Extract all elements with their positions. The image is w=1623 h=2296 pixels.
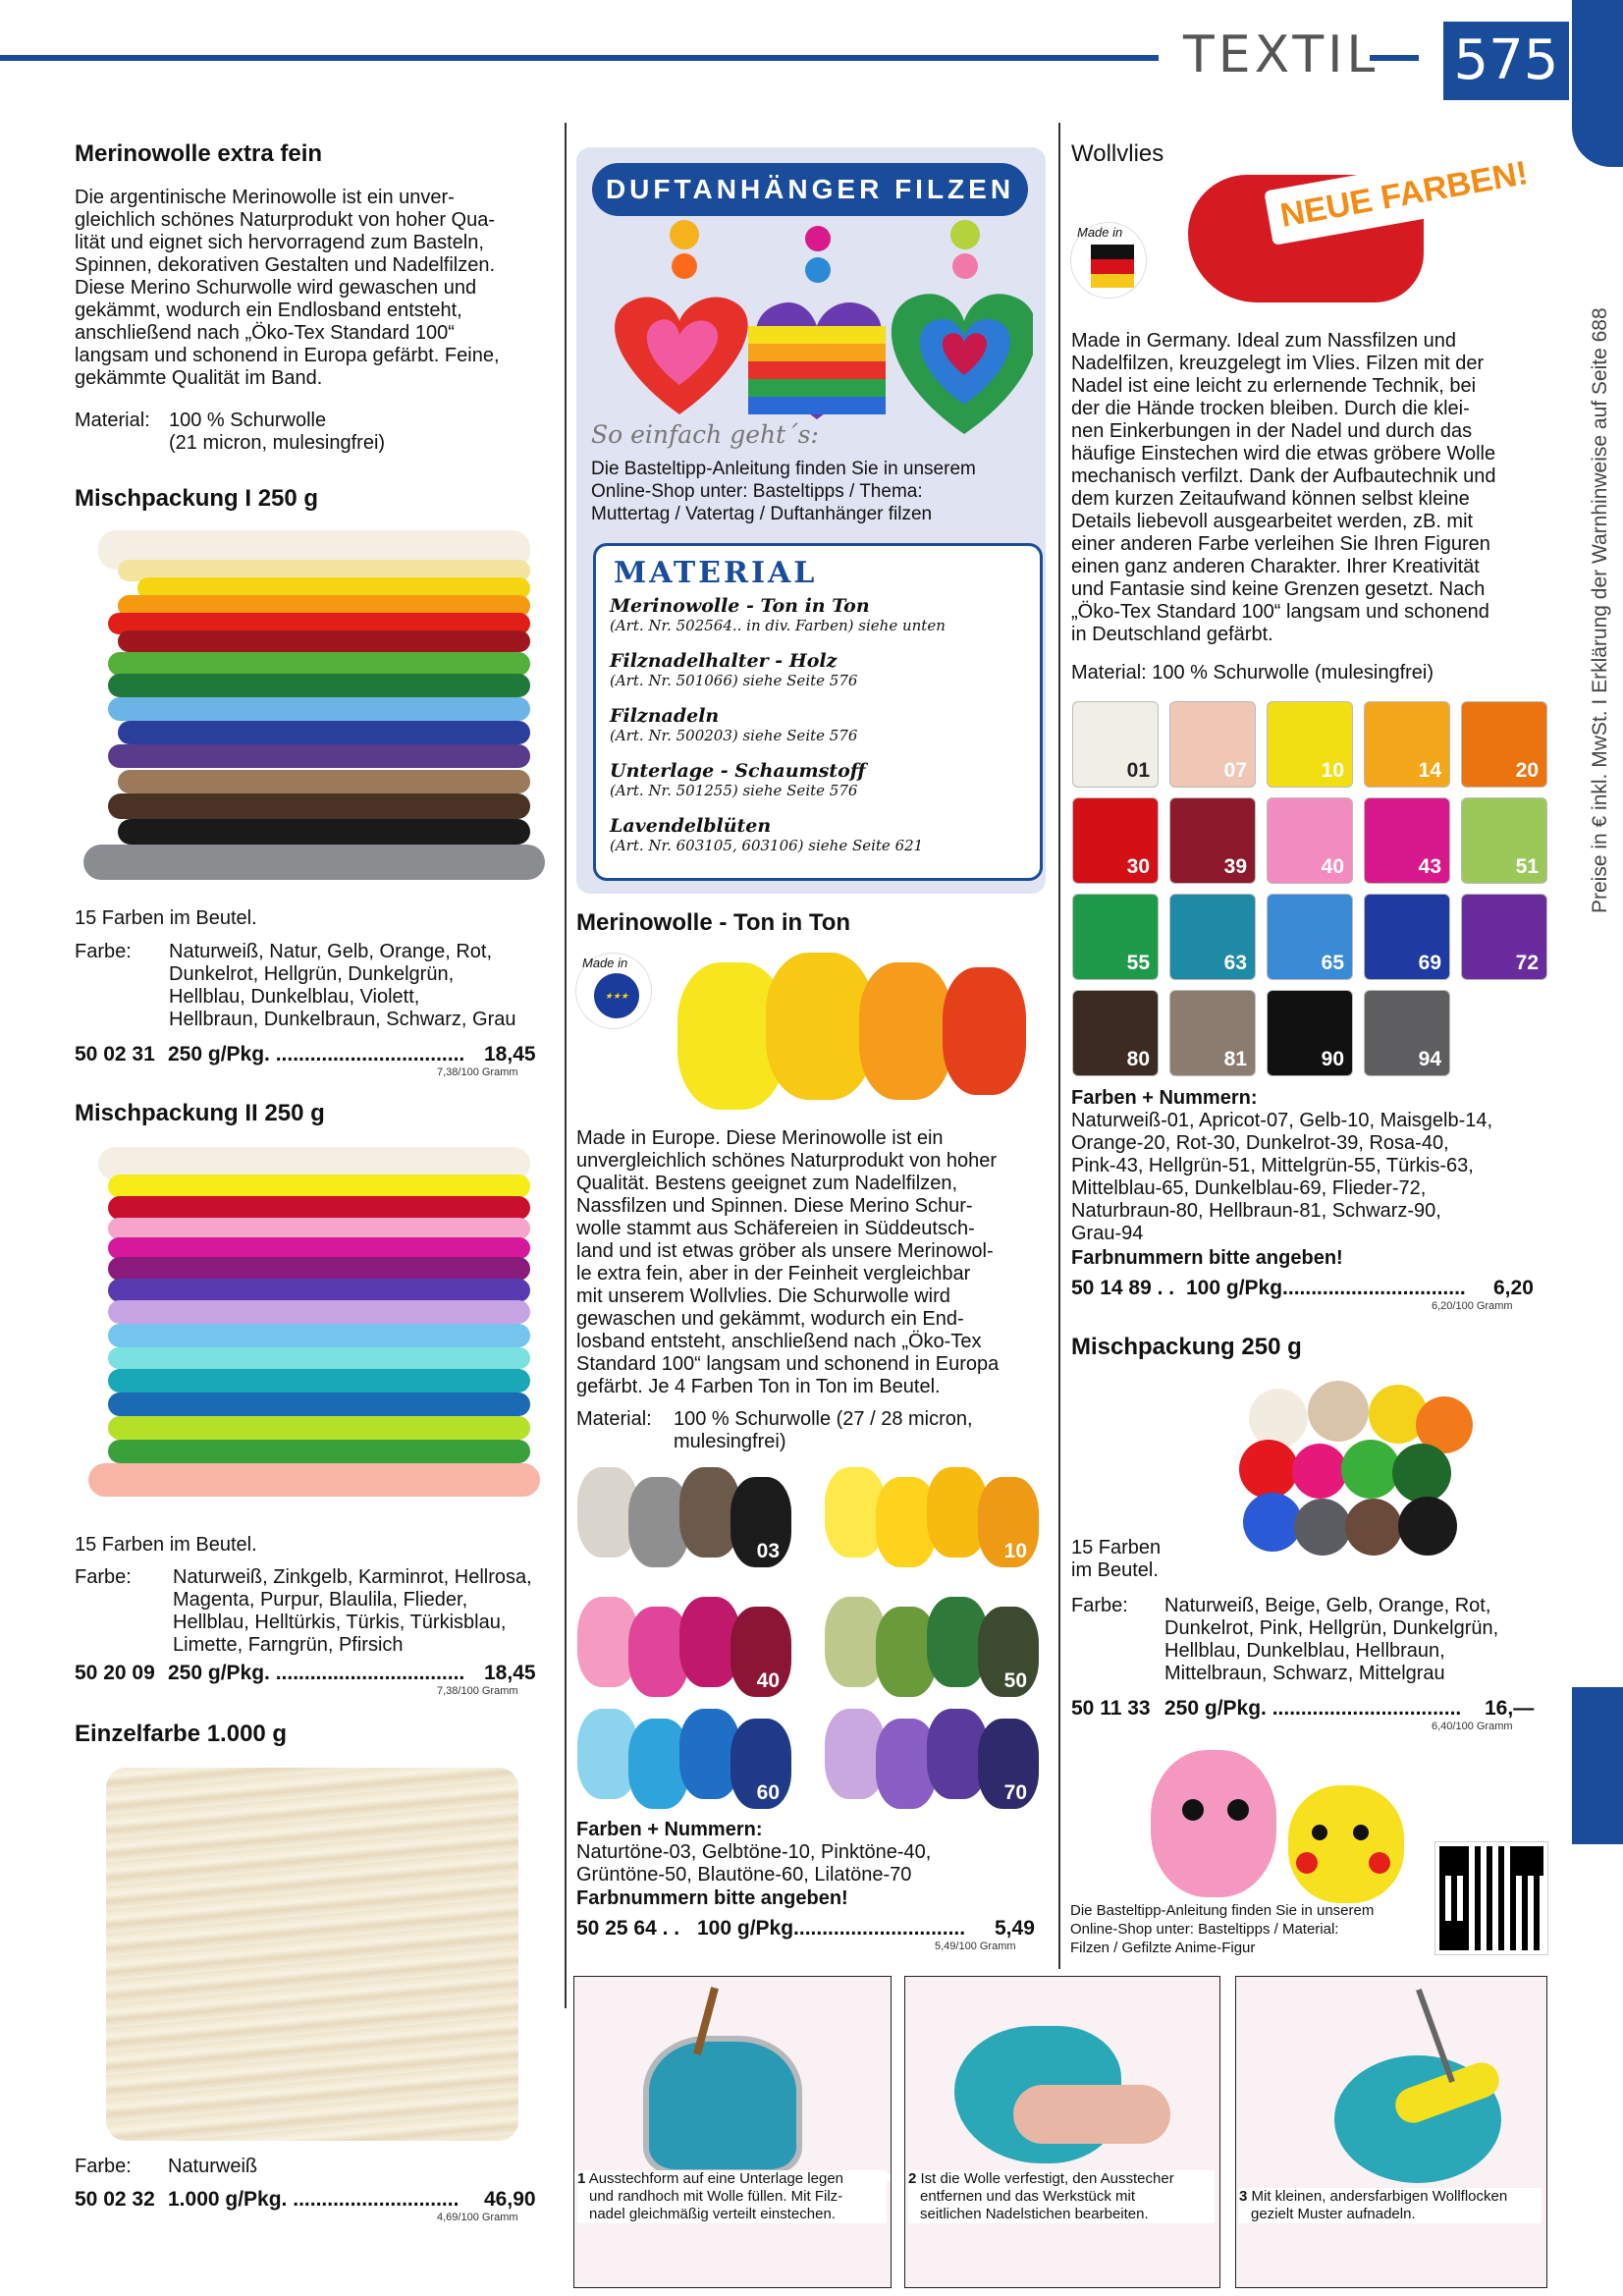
tonintun-set	[825, 1593, 1041, 1701]
color-swatch-63	[1169, 894, 1256, 980]
wollvlies-title: Wollvlies	[1071, 140, 1164, 167]
tonintun-farbnummern: Farbnummern bitte angeben!	[576, 1887, 848, 1909]
color-swatch-94	[1364, 990, 1450, 1076]
tonintun-set	[825, 1705, 1041, 1813]
merino-description: Die argentinische Merinowolle ist ein unver- gleichlich schönes Naturprodukt von hoher Qua- lität und eignet sich hervorragend zum Basteln, Spinnen, dekorativen Gestalten und Nadelfilzen. Diese Merino Schurwolle wird gewaschen und gekämmt, wodurch ein Endlosband entsteht, anschließend nach „Öko-Tex Standard 100“ langsam und schonend in Europa gefärbt. Feine, gekämmte Qualität im Band.	[75, 187, 500, 389]
color-swatch-90	[1267, 990, 1353, 1076]
step-3-caption: 3 Mit kleinen, andersfarbigen Wollflocken gezielt Muster aufnadeln.	[1239, 2188, 1542, 2223]
tip-instructions: Die Basteltipp-Anleitung finden Sie in unserem Online-Shop unter: Basteltipps / Thema: Muttertag / Vatertag / Duftanhänger filzen	[591, 459, 976, 524]
vlies-misch-farbe: Naturweiß, Beige, Gelb, Orange, Rot, Dunkelrot, Pink, Hellgrün, Dunkelgrün, Hellblau, Dunkelblau, Hellbraun, Mittelbraun, Schwarz, Mittelgrau	[1164, 1595, 1499, 1684]
mischpackung-1-unit: 7,38/100 Gramm	[437, 1066, 518, 1078]
tip-title: DUFTANHÄNGER FILZEN	[592, 163, 1028, 216]
tonintun-farben-list: Naturtöne-03, Gelbtöne-10, Pinktöne-40, Grüntöne-50, Blautöne-60, Lilatöne-70	[576, 1841, 932, 1886]
qr-code[interactable]	[1435, 1842, 1547, 1954]
vlies-misch-pkg: 250 g/Pkg. .................................	[1164, 1697, 1462, 1720]
tonintun-set-number: 50	[1003, 1669, 1027, 1692]
einzelfarbe-farbe: Naturweiß	[168, 2156, 258, 2177]
swatch-number: 72	[1515, 952, 1539, 974]
merino-title: Merinowolle extra fein	[75, 140, 323, 167]
mischpackung-2-unit: 7,38/100 Gramm	[437, 1685, 518, 1697]
material-item: Merinowolle - Ton in Ton (Art. Nr. 502564.. in div. Farben) siehe unten	[610, 595, 946, 634]
tonintun-image	[677, 943, 1051, 1110]
mischpackung-2-pkg: 250 g/Pkg. .................................	[168, 1662, 465, 1684]
swatch-number: 65	[1321, 952, 1344, 974]
wollvlies-price: 6,20	[1493, 1277, 1534, 1299]
material-item: Filznadelhalter - Holz (Art. Nr. 501066) siehe Seite 576	[610, 650, 858, 689]
tonintun-set	[577, 1463, 793, 1571]
vlies-misch-count: 15 Farben im Beutel.	[1071, 1537, 1162, 1581]
vlies-misch-unit: 6,40/100 Gramm	[1432, 1721, 1513, 1732]
mischpackung-1-farbe: Naturweiß, Natur, Gelb, Orange, Rot, Dunkelrot, Hellgrün, Dunkelgrün, Hellblau, Dunkelblau, Violett, Hellbraun, Dunkelbraun, Schwarz, Grau	[169, 941, 516, 1030]
color-swatch-80	[1072, 990, 1159, 1076]
swatch-number: 39	[1223, 855, 1247, 878]
mischpackung-1-image	[79, 530, 550, 903]
anime-tip-text: Die Basteltipp-Anleitung finden Sie in unserem Online-Shop unter: Basteltipps / Material: Filzen / Gefilzte Anime-Figur	[1070, 1902, 1375, 1956]
vlies-misch-art: 50 11 33	[1071, 1697, 1151, 1720]
tonintun-set-number: 60	[756, 1781, 780, 1804]
step-2-caption: 2 Ist die Wolle verfestigt, den Ausstecher entfernen und das Werkstück mit seitlichen Nadelstichen bearbeiten.	[908, 2170, 1215, 2223]
tonintun-set-number: 10	[1003, 1540, 1027, 1562]
color-swatch-14	[1364, 701, 1450, 788]
material-item: Lavendelblüten (Art. Nr. 603105, 603106) siehe Seite 621	[610, 815, 924, 854]
mischpackung-2-price: 18,45	[484, 1662, 536, 1684]
wollvlies-material: Material: 100 % Schurwolle (mulesingfrei)	[1071, 662, 1434, 683]
tonintun-farben-title: Farben + Nummern:	[576, 1819, 763, 1840]
mischpackung-2-image	[79, 1147, 550, 1501]
tonintun-material-value: 100 % Schurwolle (27 / 28 micron, mulesingfrei)	[674, 1408, 973, 1452]
material-item: Unterlage - Schaumstoff (Art. Nr. 501255) siehe Seite 576	[610, 760, 866, 799]
tonintun-description: Made in Europe. Diese Merinowolle ist ein unvergleichlich schönes Naturprodukt von hoher Qualität. Bestens geeignet zum Nadelfilzen, Nassfilzen und Spinnen. Diese Merino Schur- wolle stammt aus Schäfereien in Süddeutsch- land und ist etwas gröber als unsere Merinowol- le extra fein, aber in der Feinheit vergleichbar mit unserem Wollvlies. Die Schurwolle wird gewaschen und gekämmt, wodurch ein End- losband entsteht, anschließend nach „Öko-Tex Standard 100“ langsam und schonend in Europa gefärbt. Je 4 Farben Ton in Ton im Beutel.	[576, 1127, 1000, 1397]
made-in-germany-badge: Made in	[1070, 222, 1147, 299]
einzelfarbe-pkg: 1.000 g/Pkg. .............................	[168, 2188, 460, 2211]
step-1-caption: 1 Ausstechform auf eine Unterlage legen und randhoch mit Wolle füllen. Mit Filz- nadel gleichmäßig verteilt einstechen.	[577, 2170, 887, 2223]
step-1-photo	[573, 1976, 892, 2288]
einzelfarbe-unit: 4,69/100 Gramm	[437, 2212, 518, 2223]
step-2-photo	[904, 1976, 1220, 2288]
swatch-number: 10	[1321, 759, 1344, 782]
mischpackung-1-farbe-label: Farbe:	[75, 941, 132, 962]
tonintun-price: 5,49	[995, 1917, 1035, 1940]
color-swatch-43	[1364, 797, 1450, 884]
color-swatch-30	[1072, 797, 1159, 884]
mischpackung-2-art: 50 20 09	[75, 1662, 155, 1684]
color-swatch-65	[1267, 894, 1353, 980]
thumb-tab-bottom	[1572, 1687, 1623, 1844]
wollvlies-art: 50 14 89 . .	[1071, 1277, 1175, 1299]
column-divider-1	[565, 123, 567, 2008]
wollvlies-description: Made in Germany. Ideal zum Nassfilzen und Nadelfilzen, kreuzgelegt im Vlies. Filzen mit der Nadel ist eine leicht zu erlernende Technik, bei der die Hände trocken bleiben. Durch die klei- nen Einkerbungen in der Nadel und durch das häufige Einstechen wird die etwas gröbere Wolle mechanisch verfilzt. Dank der Aufbautechnik und dem kurzen Zeitaufwand können selbst kleine Details liebevoll ausgearbeitet werden, zB. mit einer anderen Farbe verleihen Sie Ihren Figuren einen ganz anderen Charakter. Ihrer Kreativität und Fantasie sind keine Grenzen gesetzt. Nach „Öko-Tex Standard 100“ langsam und schonend in Deutschland gefärbt.	[1071, 330, 1496, 645]
tonintun-set	[577, 1593, 793, 1701]
mischpackung-1-pkg: 250 g/Pkg. .................................	[168, 1043, 465, 1066]
color-swatch-10	[1267, 701, 1353, 788]
color-swatch-69	[1364, 894, 1450, 980]
swatch-number: 81	[1223, 1048, 1247, 1070]
tonintun-title: Merinowolle - Ton in Ton	[576, 909, 851, 936]
material-box	[593, 543, 1043, 881]
tonintun-unit: 5,49/100 Gramm	[935, 1941, 1016, 1952]
vlies-misch-image	[1239, 1375, 1475, 1571]
hearts-svg	[601, 218, 1033, 439]
felted-hearts-image	[601, 218, 1033, 439]
mischpackung-1-title: Mischpackung I 250 g	[75, 485, 319, 512]
vlies-misch-price: 16,—	[1485, 1697, 1535, 1720]
wollvlies-unit: 6,20/100 Gramm	[1432, 1300, 1513, 1312]
einzelfarbe-price: 46,90	[484, 2188, 536, 2211]
tonintun-art: 50 25 64 . .	[576, 1917, 680, 1940]
wollvlies-farben-title: Farben + Nummern:	[1071, 1087, 1258, 1109]
tonintun-set-number: 40	[756, 1669, 780, 1692]
mischpackung-2-count: 15 Farben im Beutel.	[75, 1534, 257, 1556]
swatch-number: 01	[1126, 759, 1150, 782]
mischpackung-2-farbe: Naturweiß, Zinkgelb, Karminrot, Hellrosa, Magenta, Purpur, Blaulila, Flieder, Hellblau, Helltürkis, Türkis, Türkisblau, Limette, Farngrün, Pfirsich	[173, 1566, 532, 1656]
tonintun-set-number: 70	[1003, 1781, 1027, 1804]
mischpackung-1-art: 50 02 31	[75, 1043, 155, 1066]
swatch-number: 94	[1418, 1048, 1441, 1070]
page-number: 575	[1443, 22, 1569, 100]
color-swatch-55	[1072, 894, 1159, 980]
einzelfarbe-title: Einzelfarbe 1.000 g	[75, 1721, 288, 1747]
color-swatch-39	[1169, 797, 1256, 884]
color-swatch-20	[1461, 701, 1547, 788]
swatch-number: 51	[1515, 855, 1539, 878]
einzelfarbe-art: 50 02 32	[75, 2188, 155, 2211]
column-divider-2	[1058, 123, 1060, 1969]
swatch-number: 55	[1126, 952, 1150, 974]
made-in-europe-badge: Made in ★★★	[575, 953, 652, 1029]
swatch-number: 43	[1418, 855, 1441, 878]
color-swatch-07	[1169, 701, 1256, 788]
swatch-number: 80	[1126, 1048, 1150, 1070]
material-title: MATERIAL	[614, 556, 818, 590]
swatch-number: 69	[1418, 952, 1441, 974]
mischpackung-2-title: Mischpackung II 250 g	[75, 1100, 325, 1126]
merino-material-value: 100 % Schurwolle (21 micron, mulesingfrei)	[169, 410, 386, 454]
mischpackung-1-price: 18,45	[484, 1043, 536, 1066]
color-swatch-81	[1169, 990, 1256, 1076]
swatch-number: 40	[1321, 855, 1344, 878]
wollvlies-farbnummern: Farbnummern bitte angeben!	[1071, 1247, 1343, 1269]
tonintun-pkg: 100 g/Pkg..............................	[697, 1917, 966, 1940]
tonintun-set	[577, 1705, 793, 1813]
vlies-misch-title: Mischpackung 250 g	[1071, 1334, 1302, 1360]
color-swatch-51	[1461, 797, 1547, 884]
swatch-number: 30	[1126, 855, 1150, 878]
thumb-tab-top	[1572, 0, 1623, 167]
wollvlies-pkg: 100 g/Pkg................................	[1186, 1277, 1466, 1299]
tonintun-material-label: Material:	[576, 1408, 652, 1430]
swatch-number: 90	[1321, 1048, 1344, 1070]
wollvlies-farben-list: Naturweiß-01, Apricot-07, Gelb-10, Maisgelb-14, Orange-20, Rot-30, Dunkelrot-39, Rosa-40, Pink-43, Hellgrün-51, Mittelgrün-55, Türkis-63, Mittelblau-65, Dunkelblau-69, Flieder-72, Naturbraun-80, Hellbraun-81, Schwarz-90, Grau-94	[1071, 1110, 1493, 1244]
vlies-misch-farbe-label: Farbe:	[1071, 1595, 1128, 1616]
color-swatch-72	[1461, 894, 1547, 980]
anime-figures-image	[1141, 1736, 1426, 1903]
new-colors-banner: NEUE FARBEN!	[1264, 143, 1543, 246]
swatch-number: 14	[1418, 759, 1441, 782]
swatch-number: 20	[1515, 759, 1539, 782]
color-swatch-01	[1072, 701, 1159, 788]
swatch-number: 07	[1223, 759, 1247, 782]
mischpackung-1-count: 15 Farben im Beutel.	[75, 907, 257, 929]
section-title: TEXTIL	[1183, 26, 1380, 84]
mischpackung-2-farbe-label: Farbe:	[75, 1566, 132, 1588]
color-swatch-40	[1267, 797, 1353, 884]
einzelfarbe-image	[106, 1768, 518, 2141]
swatch-number: 63	[1223, 952, 1247, 974]
tonintun-set	[825, 1463, 1041, 1571]
header-rule-left	[0, 55, 1159, 61]
step-3-photo	[1235, 1976, 1547, 2288]
material-item: Filznadeln (Art. Nr. 500203) siehe Seite 576	[610, 705, 858, 744]
so-einfach-label: So einfach geht´s:	[591, 420, 819, 449]
tonintun-set-number: 03	[756, 1540, 780, 1562]
side-note: Preise in € inkl. MwSt. I Erklärung der Warnhinweise auf Seite 688	[1589, 307, 1611, 913]
merino-material-label: Material:	[75, 410, 150, 431]
einzelfarbe-farbe-label: Farbe:	[75, 2156, 132, 2177]
